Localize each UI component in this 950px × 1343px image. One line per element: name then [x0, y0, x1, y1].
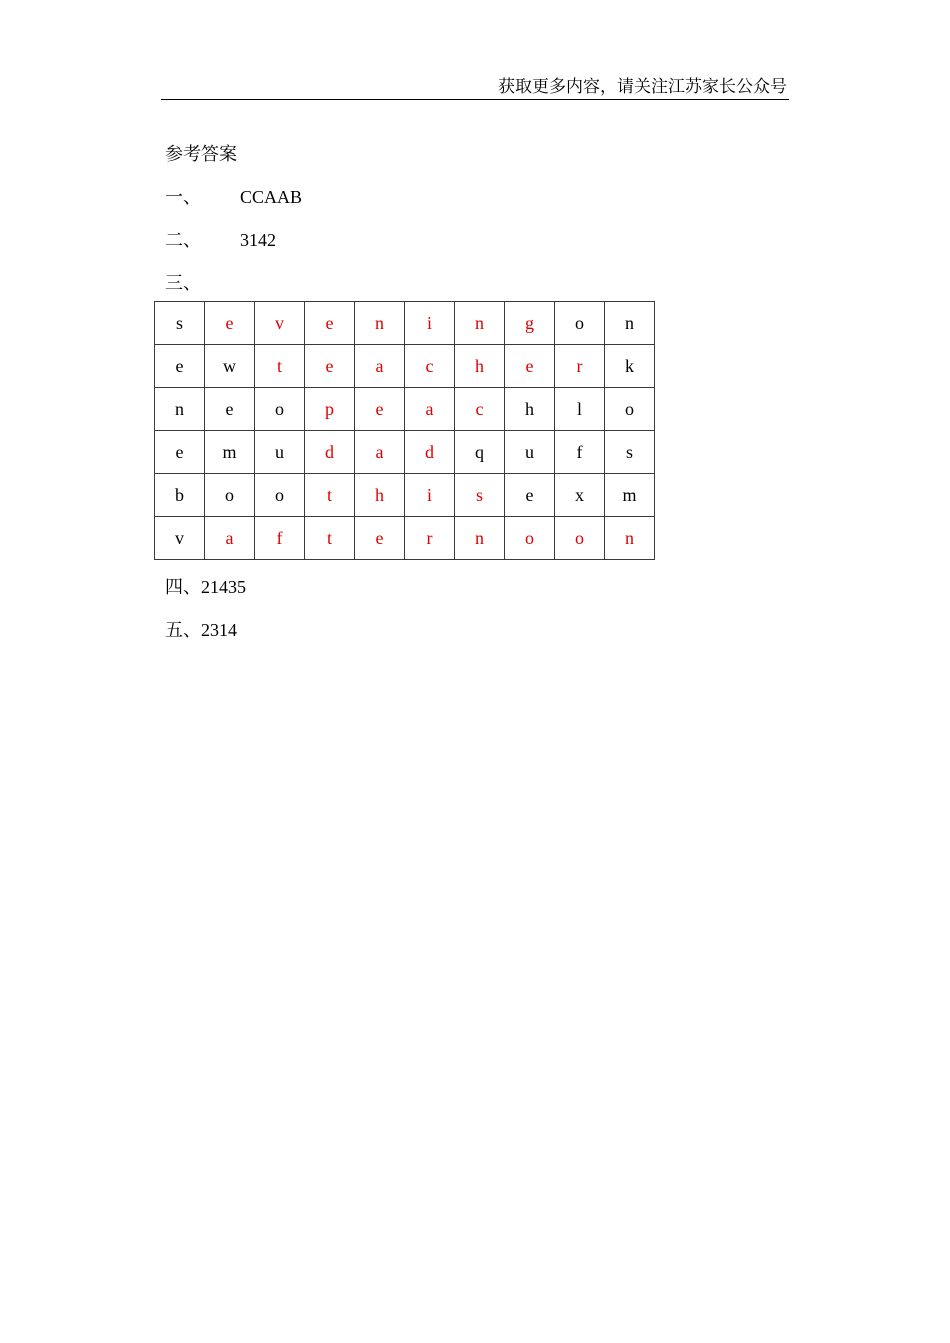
grid-cell: i: [405, 474, 455, 517]
header-text: 获取更多内容，请关注江苏家长公众号: [498, 77, 787, 96]
grid-cell: t: [305, 474, 355, 517]
grid-cell: h: [455, 345, 505, 388]
section-1-label: 一、: [165, 187, 201, 207]
grid-cell: a: [405, 388, 455, 431]
grid-cell: o: [505, 517, 555, 560]
grid-cell: h: [505, 388, 555, 431]
grid-cell: o: [205, 474, 255, 517]
grid-cell: o: [555, 302, 605, 345]
grid-cell: s: [455, 474, 505, 517]
grid-cell: t: [255, 345, 305, 388]
grid-cell: a: [205, 517, 255, 560]
grid-cell: a: [355, 345, 405, 388]
grid-cell: d: [405, 431, 455, 474]
section-5-label: 五、: [165, 620, 201, 640]
grid-cell: m: [605, 474, 655, 517]
grid-cell: e: [505, 345, 555, 388]
grid-cell: p: [305, 388, 355, 431]
grid-cell: h: [355, 474, 405, 517]
grid-cell: r: [405, 517, 455, 560]
grid-row: [155, 345, 655, 388]
grid-cell: e: [355, 388, 405, 431]
grid-cell: e: [505, 474, 555, 517]
grid-cell: o: [255, 474, 305, 517]
grid-cell: i: [405, 302, 455, 345]
grid-cell: a: [355, 431, 405, 474]
grid-cell: n: [455, 517, 505, 560]
section-4: [165, 575, 246, 599]
grid-cell: x: [555, 474, 605, 517]
answer-title: 参考答案: [165, 144, 237, 164]
section-3: [165, 271, 201, 295]
grid-cell: f: [255, 517, 305, 560]
section-2-value: 3142: [240, 230, 276, 250]
grid-cell: e: [205, 388, 255, 431]
grid-cell: n: [155, 388, 205, 431]
grid-cell: e: [305, 302, 355, 345]
grid-cell: e: [155, 345, 205, 388]
grid-cell: f: [555, 431, 605, 474]
grid-cell: d: [305, 431, 355, 474]
grid-cell: w: [205, 345, 255, 388]
grid-row: [155, 302, 655, 345]
grid-cell: c: [455, 388, 505, 431]
section-5: [165, 618, 237, 642]
section-4-value: 21435: [201, 577, 246, 597]
grid-cell: u: [505, 431, 555, 474]
grid-cell: k: [605, 345, 655, 388]
grid-cell: g: [505, 302, 555, 345]
grid-cell: v: [255, 302, 305, 345]
grid-cell: c: [405, 345, 455, 388]
grid-cell: e: [305, 345, 355, 388]
grid-cell: s: [605, 431, 655, 474]
grid-cell: o: [255, 388, 305, 431]
grid-cell: e: [355, 517, 405, 560]
section-4-label: 四、: [165, 577, 201, 597]
grid-cell: o: [605, 388, 655, 431]
grid-cell: n: [455, 302, 505, 345]
grid-cell: q: [455, 431, 505, 474]
grid-row: [155, 388, 655, 431]
section-2: [165, 228, 276, 252]
grid-cell: e: [205, 302, 255, 345]
grid-cell: n: [605, 302, 655, 345]
section-2-label: 二、: [165, 230, 201, 250]
header-rule: [161, 99, 789, 100]
section-3-label: 三、: [165, 273, 201, 293]
grid-cell: v: [155, 517, 205, 560]
grid-cell: t: [305, 517, 355, 560]
grid-row: [155, 517, 655, 560]
grid-cell: n: [605, 517, 655, 560]
grid-cell: u: [255, 431, 305, 474]
grid-cell: l: [555, 388, 605, 431]
grid-cell: n: [355, 302, 405, 345]
grid-row: [155, 474, 655, 517]
grid-cell: o: [555, 517, 605, 560]
grid-cell: e: [155, 431, 205, 474]
section-1-value: CCAAB: [240, 187, 303, 207]
word-search-grid: [154, 301, 655, 560]
grid-cell: r: [555, 345, 605, 388]
grid-cell: m: [205, 431, 255, 474]
grid-cell: s: [155, 302, 205, 345]
section-1: [165, 185, 303, 209]
grid-row: [155, 431, 655, 474]
section-5-value: 2314: [201, 620, 237, 640]
grid-cell: b: [155, 474, 205, 517]
